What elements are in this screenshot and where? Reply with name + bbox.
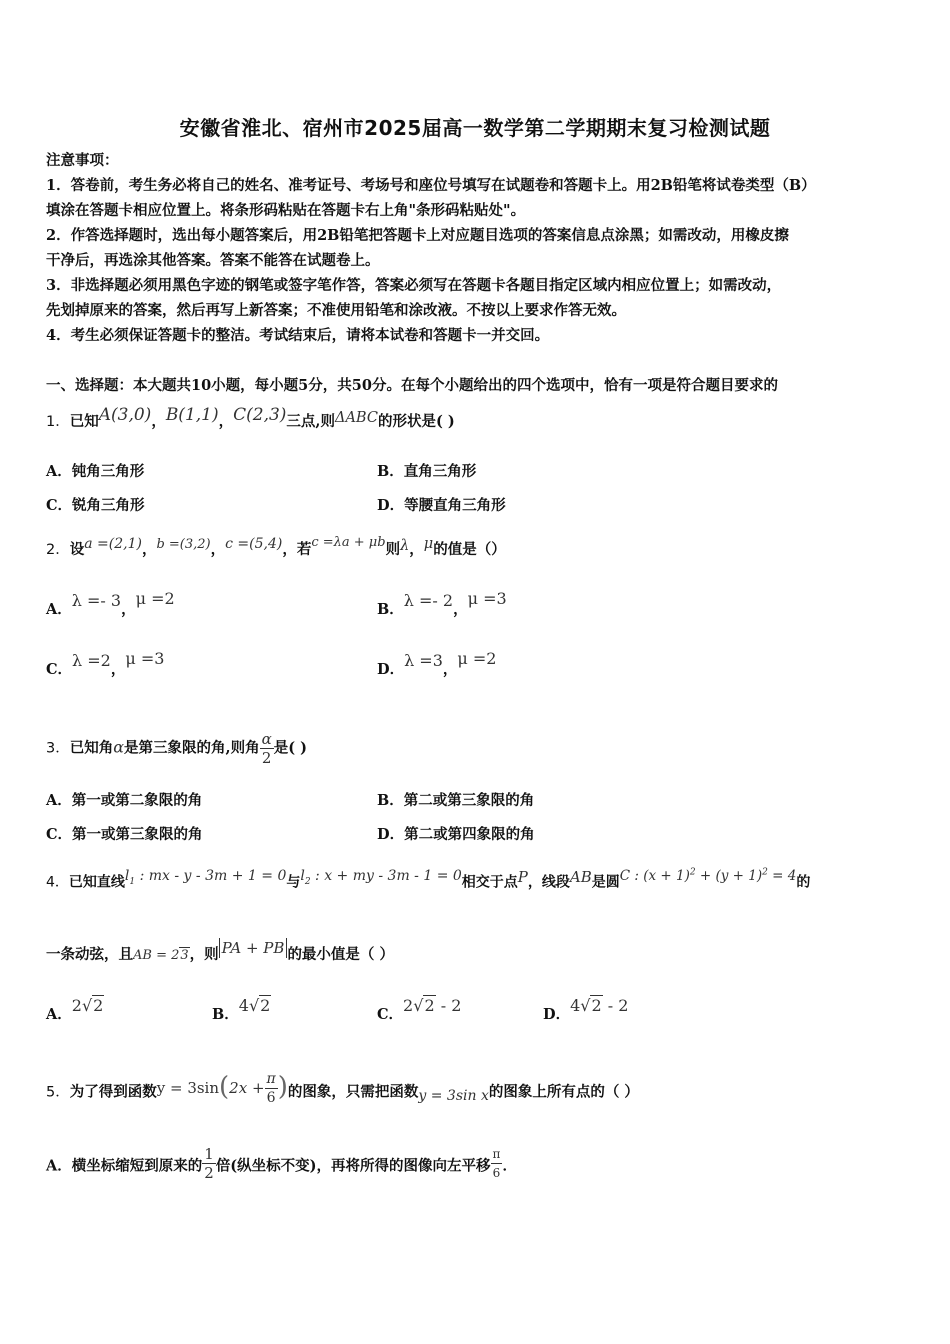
math-expression: : x + my - 3m - 1 = 0: [310, 867, 462, 884]
math-value: 4√2 - 2: [570, 996, 629, 1015]
option-b: [212, 996, 271, 1024]
question-5-stem: [46, 1071, 639, 1111]
fraction-numerator: π: [491, 1145, 503, 1164]
option-a: [46, 996, 104, 1024]
stem-text: 为了得到函数: [69, 1083, 157, 1101]
option-d: D．等腰直角三角形: [377, 497, 506, 514]
math-value: μ =3: [467, 589, 507, 608]
math-line-l2: [300, 867, 462, 887]
question-2-stem: [46, 535, 506, 561]
math-fraction: [265, 1070, 278, 1107]
stem-text: 的图象，只需把函数: [287, 1083, 419, 1101]
option-text: ，: [110, 661, 126, 678]
math-expression: - 2: [435, 996, 462, 1015]
math-circle-equation: [620, 868, 797, 884]
math-vector-c: c =(5,4): [225, 536, 283, 552]
stem-text: ，线段: [527, 874, 570, 891]
math-function: y = 3sin: [156, 1078, 220, 1097]
question-number: 2．: [46, 542, 70, 558]
math-mu: μ: [423, 536, 434, 552]
math-symbol: l: [124, 867, 130, 884]
notice-line: 3．非选择题必须用黑色字迹的钢笔或签字笔作答，答案必须写在答题卡各题目指定区域内相应位置上；如需改动，: [46, 277, 782, 294]
question-number: 4．: [46, 874, 69, 891]
option-label: A．: [46, 601, 72, 618]
option-label: D．: [543, 1006, 571, 1023]
notice-line: 干净后，再选涂其他答案。答案不能答在试题卷上。: [46, 252, 380, 269]
option-c: [46, 649, 165, 679]
math-fraction: [202, 1145, 216, 1182]
stem-text: 三点,则: [286, 413, 335, 430]
math-expression: 2x +: [229, 1078, 265, 1097]
stem-text: 则: [385, 541, 401, 558]
option-label: A．: [46, 1006, 72, 1023]
math-line-l1: [124, 867, 287, 887]
option-text: 倍(纵坐标不变)，再将所得的图像向左平移: [215, 1157, 491, 1175]
question-4-stem: [46, 869, 810, 898]
option-label: C．: [377, 1006, 404, 1023]
math-value: μ =2: [135, 589, 175, 608]
math-coefficient: 2: [403, 996, 414, 1015]
math-value: λ =- 3: [71, 591, 122, 610]
stem-text: ，: [218, 413, 234, 430]
math-symbol: l: [300, 867, 305, 884]
stem-text: 的值是（）: [433, 541, 506, 558]
section-heading: 一、选择题：本大题共10小题，每小题5分，共50分。在每个小题给出的四个选项中，恰有一项是符合题目要求的: [46, 377, 778, 394]
math-alpha: α: [113, 737, 125, 757]
notice-heading: 注意事项：: [46, 152, 119, 169]
option-text: ．: [502, 1157, 517, 1175]
option-a: [46, 589, 175, 619]
math-expression: AB = 2: [133, 948, 180, 963]
math-lambda: λ: [400, 538, 410, 554]
notice-line: 4．考生必须保证答题卡的整洁。考试结束后，请将本试卷和答题卡一并交回。: [46, 327, 550, 344]
question-number: 1．: [46, 414, 70, 430]
math-expression: C : (x + 1): [619, 867, 690, 884]
option-b: [377, 589, 507, 619]
stem-text: 已知: [69, 413, 99, 430]
notice-line: 2．作答选择题时，选出每小题答案后，用2B铅笔把答题卡上对应题目选项的答案信息点涂黑；如需改动，用橡皮擦: [46, 227, 789, 244]
option-text: ，: [453, 601, 468, 618]
stem-text: ，: [409, 541, 424, 558]
math-point-c: C(2,3): [233, 405, 287, 425]
math-value: λ =3: [404, 651, 443, 670]
math-sqrt-radicand: 2: [260, 996, 271, 1015]
stem-text: 的图象上所有点的（ ）: [488, 1083, 639, 1101]
notice-line: 1．答卷前，考生务必将自己的姓名、准考证号、考场号和座位号填写在试题卷和答题卡上。用2B铅笔将试卷类型（B）: [46, 177, 816, 194]
math-expression: = 4: [767, 867, 797, 884]
fraction-denominator: 2: [204, 1164, 214, 1182]
math-equation: c =λa + μb: [311, 535, 386, 550]
stem-text: 是圆: [591, 874, 620, 891]
option-a: [46, 1145, 517, 1185]
math-point-p: P: [517, 867, 528, 886]
math-sqrt-radicand: 2: [591, 996, 602, 1015]
fraction-numerator: 1: [204, 1145, 214, 1163]
option-label: A．: [46, 1157, 72, 1175]
stem-text: 已知直线: [68, 874, 125, 891]
option-label: C．: [46, 661, 73, 678]
stem-text: 是第三象限的角,则角: [124, 739, 260, 757]
stem-text: 与: [286, 874, 301, 891]
option-label: B．: [377, 601, 404, 618]
stem-text: 是( ): [273, 739, 308, 757]
page-title: 安徽省淮北、宿州市2025届高一数学第二学期期末复习检测试题: [179, 116, 771, 140]
math-sqrt-radicand: 2: [424, 996, 435, 1015]
fraction-denominator: 6: [492, 1166, 501, 1180]
option-b: B．第二或第三象限的角: [377, 792, 535, 809]
stem-text: ，则: [189, 946, 219, 963]
math-subscript: 2: [304, 876, 311, 887]
option-d: [543, 996, 629, 1024]
math-value: 2√2 - 2: [403, 996, 462, 1015]
math-fraction: [260, 730, 274, 767]
stem-text: ，: [151, 413, 166, 430]
option-text: 横坐标缩短到原来的: [71, 1157, 203, 1175]
stem-text: 相交于点: [461, 874, 518, 891]
option-c: C．锐角三角形: [46, 497, 145, 514]
stem-text: 的形状是( ): [377, 413, 455, 430]
math-segment-ab: AB: [569, 867, 592, 886]
math-vector-a: a =(2,1): [84, 536, 142, 552]
stem-text: 的最小值是（ ）: [287, 946, 394, 963]
math-value: μ =2: [457, 649, 497, 668]
math-sqrt-radicand: 2: [93, 996, 104, 1015]
math-exponent: 2: [762, 867, 768, 877]
math-expression: : mx - y - 3m + 1 = 0: [135, 867, 287, 884]
math-exponent: 2: [689, 867, 696, 877]
question-number: 5．: [46, 1084, 70, 1101]
math-triangle: ΔABC: [334, 410, 378, 426]
notice-line: 先划掉原来的答案，然后再写上新答案；不准使用铅笔和涂改液。不按以上要求作答无效。: [46, 302, 626, 319]
math-expression: + (y + 1): [695, 867, 763, 884]
math-value: μ =3: [125, 649, 165, 668]
math-expression: - 2: [602, 996, 629, 1015]
option-text: ，: [442, 661, 458, 678]
fraction-denominator: 6: [266, 1090, 276, 1106]
math-value: λ =- 2: [403, 591, 454, 610]
notice-line: 填涂在答题卡相应位置上。将条形码粘贴在答题卡右上角"条形码粘贴处"。: [46, 202, 526, 219]
stem-text: 的: [796, 874, 811, 891]
math-sqrt-radicand: 3: [180, 948, 189, 963]
math-fraction: [491, 1145, 503, 1182]
math-value: 2√2: [71, 996, 104, 1015]
fraction-numerator: π: [266, 1071, 276, 1087]
option-b: B．直角三角形: [377, 463, 477, 480]
paren-left: (: [219, 1071, 230, 1102]
stem-text: 设: [69, 541, 85, 558]
question-1-stem: [46, 405, 455, 432]
option-text: ，: [121, 601, 136, 618]
stem-text: ，: [210, 541, 226, 558]
stem-text: 已知角: [69, 739, 114, 757]
option-label: B．: [212, 1006, 239, 1023]
math-subscript: 1: [129, 876, 136, 887]
stem-text: ，若: [282, 541, 312, 558]
math-function: y = 3sin x: [418, 1087, 489, 1104]
option-label: D．: [377, 661, 405, 678]
paren-right: ): [277, 1071, 288, 1102]
math-point-b: B(1,1): [165, 405, 219, 425]
math-chord-length: [133, 947, 190, 963]
option-a: A．钝角三角形: [46, 463, 145, 480]
question-number: 3．: [46, 740, 70, 757]
math-coefficient: 4: [238, 996, 249, 1015]
option-a: A．第一或第二象限的角: [46, 792, 203, 809]
math-coefficient: 2: [71, 996, 82, 1015]
option-d: D．第二或第四象限的角: [377, 826, 535, 843]
fraction-numerator: α: [261, 730, 272, 748]
math-vector-b: b =(3,2): [156, 537, 211, 552]
stem-text: ，: [141, 541, 157, 558]
stem-text: 一条动弦，且: [46, 946, 133, 963]
question-4-stem-line2: [46, 939, 394, 966]
math-value: λ =2: [72, 651, 111, 670]
fraction-denominator: 2: [261, 749, 272, 767]
option-d: [377, 649, 497, 679]
math-value: 4√2: [238, 996, 271, 1015]
option-c: C．第一或第三象限的角: [46, 826, 203, 843]
option-c: [377, 996, 462, 1024]
math-coefficient: 4: [570, 996, 581, 1015]
math-abs-vector-sum: PA + PB: [219, 938, 288, 958]
math-point-a: A(3,0): [98, 405, 152, 425]
question-3-stem: [46, 730, 307, 767]
